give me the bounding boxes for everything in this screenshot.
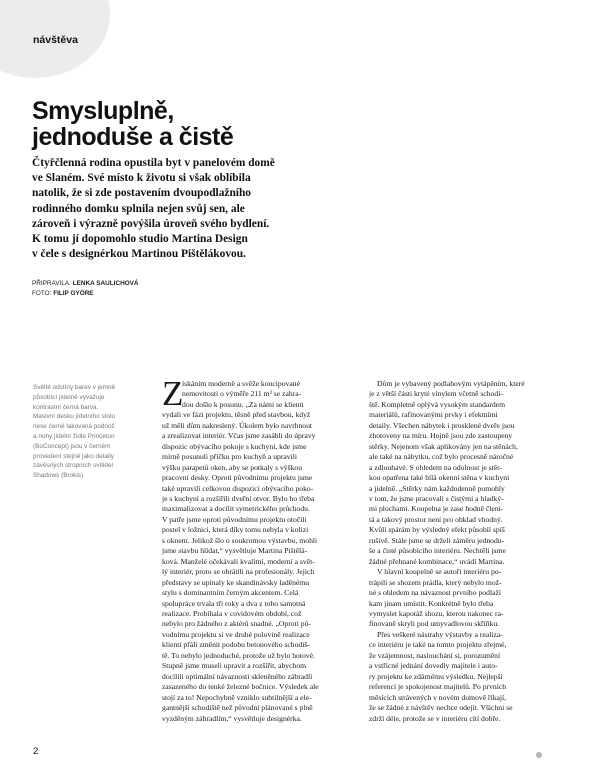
end-of-article-dot-icon [536,752,542,758]
body-line: už měli dům nakreslený. Úkolem bylo navrhnout [162,420,313,430]
lead-line: natolik, že si zde postavením dvoupodlažního [32,187,251,200]
body-line: představy se upínaly ke skandinávsky laděnému [162,577,310,587]
body-line: je s kuchyní a rozšířili dveřní otvor. Bylo ho třeba [162,493,315,503]
body-line: žádné přehnané kombinace,“ uvádí Martina. [369,556,505,566]
caption-line: (BoConcept) jsou v černém [33,442,111,450]
body-line: že vzájemnost, naslouchání si, porozumění [369,650,501,660]
body-line: a jídelně. „Stěrky nám každodenně pomohly [369,483,505,493]
body-line: postel v ložnici, která díky tomu nebyla v kolizi [162,525,309,535]
lead-line: zároveň i výrazně povýšila úroveň svého bydlení. [32,217,270,230]
caption-line: působící jídelně vyvažuje [33,393,105,401]
body-line: rušivě. Stále jsme se drželi záměru jednodu- [369,535,505,545]
body-line: jsme stavbu hlídat,“ vysvětluje Martina Pištělá- [162,546,308,556]
body-line: Dům je vybavený podlahovým vytápěním, které [377,379,525,388]
body-line: realizace. Probíhala v covidovém období, což [162,608,302,618]
body-line: ale také na nábytku, což bylo procesně náročné [369,452,514,462]
body-line: Stupně jsme museli upravit a rozšířit, abychom [162,661,307,671]
article-title [32,98,332,150]
body-line: gantnější schodiště než původní plánované s plně [162,703,313,713]
credit-photo-name: FILIP GYÖRE [53,289,94,297]
body-line: mírně posunuli příčku pro kuchyň a upravili [162,452,297,462]
caption-line: Masivní desku jídelního stolu [33,413,116,421]
body-line: lý interiér, proto se obrátili na profesionály. Jejich [162,567,315,577]
article-credits [32,279,139,298]
body-line: maximalizovat a docílit symetrického průchodu. [162,504,310,514]
body-line: še a čisté působícího interiéru. Nechtěli jsme [369,546,506,556]
body-line: stylu s dominantním černým akcentem. Celá [162,588,299,598]
body-line: materiálů, rafinovanými prvky i efektními [369,410,498,420]
body-line: ískáním moderně a svěže koncipované [182,379,300,388]
body-line: detaily. Všechen nábytek i prosklené dveře jsou [369,420,515,430]
lead-line: v čele s designérkou Martinou Pištělákovou. [32,248,246,261]
body-line: zasazeného do tenké železné bočnice. Výsledek ale [162,682,319,692]
body-line: dispozic obývacího pokoje s kuchyní, kde jsme [162,441,307,451]
drop-cap: Z [162,374,184,413]
page-number: 2 [33,746,39,757]
credit-author-name: LENKA SAULICHOVÁ [72,280,139,287]
article-lead [32,156,322,262]
caption-line: Shadows (Brokis). [33,472,85,480]
body-line: kam jinam umístit. Konkrétně bylo třeba [369,598,494,608]
body-line: dou došlo k posunu. „Za námi se klienti [182,399,304,409]
body-line: vodnímu projektu si ve druhé polovině realizace [162,629,310,639]
photo-caption [33,383,139,481]
body-line: s oknem. Jelikož šlo o soukromou výstavbu, mohli [162,535,318,545]
lead-line: Čtyřčlenná rodina opustila byt v panelovém domě [32,157,275,169]
credit-author [32,279,139,289]
body-line: je z větší části kryté vinylem včetně schodi- [369,389,503,399]
body-line: referencí je spokojenost majitelů. Po prvních [369,682,507,692]
title-line: jednoduše a čistě [32,123,234,151]
body-line: spolupráce trvala tři roky a dva z toho samotná [162,598,306,608]
caption-line: závěsných stropních svítidel [33,462,113,470]
body-line: měsících strávených v novém domově říkají, [369,692,507,702]
body-line: docílili optimální návaznosti skleněného zábradlí [162,671,313,681]
body-line: stěrky. Nejenom však aplikovány jen na stěnách, [369,441,518,451]
body-line: nemovitosti o výměře 211 m² se zahra- [182,389,302,399]
body-line: výšku parapetů oken, aby se potkaly s výškou [162,462,303,472]
body-line: mi plochami. Koupelna je zase hodně členi- [369,504,504,514]
body-line: a vstřícné jednání dovedly majitele i auto- [369,661,498,671]
credit-photo [32,289,139,299]
lead-line: rodinného domku splnila nejen svůj sen, ale [32,202,245,215]
body-line: trápili se shozem prádla, který nebylo mož- [369,577,502,587]
caption-line: Světlé odstíny barev v jemně [33,384,116,391]
body-line: vydali ve fázi projektu, těsně před stavbou, když [162,410,311,420]
body-line: tá a takový prostor není pro obklad vhodný. [369,514,503,524]
body-line: Kvůli spárám by výsledný efekt působil spíš [369,525,505,535]
body-line: né s ohledem na návaznost prvního podlaží [369,588,501,598]
body-line: kou opatřena také bílá okenní stěna v kuchyni [369,473,510,483]
body-column-left [162,374,345,724]
body-line: ková. Manželé očekávali kvalitní, moderní a svět- [162,556,315,566]
body-line: V hlavní koupelně se autoři interiéru po- [377,567,502,577]
body-line: V patře jsme oproti původnímu projektu otočili [162,514,307,524]
body-line: vyzděným zábradlím,“ vysvětluje designérka. [162,713,302,723]
title-line: Smysluplně, [32,97,174,125]
credit-photo-label: FOTO: [32,289,52,297]
body-line: že se žádné z návštěv nechce odejít. Všichni se [369,703,513,713]
body-column-right [369,379,552,724]
body-line: ry projektu ke zdárnému výsledku. Nejlepší [369,671,503,681]
caption-line: provedení stejně jako detaily [33,452,115,460]
lead-line: K tomu jí dopomohlo studio Martina Design [32,233,248,246]
body-line: klienti přáli změnit podobu betonového schodiš- [162,640,310,650]
body-line: ce interiéru je také na tomto projektu zřejmé, [369,640,507,650]
body-line: zhotoveny na míru. Hojně jsou zde zastoupeny [369,431,513,441]
credit-author-label: PŘIPRAVILA: [32,280,71,287]
lead-line: ve Slaném. Své místo k životu si však oblíbila [32,172,251,185]
body-line: vymyslet kapotáž shozu, kterou nakonec ra- [369,608,504,618]
body-line: a zrealizovat interiér. Včas jsme zasáhli do úpravy [162,431,316,441]
body-line: Přes veškeré nástrahy výstavby a realiza- [377,629,503,639]
body-line: ště. Kompletně oplývá vysokým standardem [369,399,506,409]
caption-line: a nohy jídelní židle Princeton [33,432,115,440]
caption-line: kontrastní černá barva. [33,403,99,411]
body-line: stojí za to! Nepochybně vzniklo subtilnější a ele- [162,692,312,702]
body-line: tě. To nebylo jednoduché, protože už bylo hotové. [162,650,315,660]
body-line: pracovní desky. Oproti původnímu projektu jsme [162,473,313,483]
body-line: nebylo pro žádného z aktérů snadné. „Oproti pů- [162,619,311,629]
section-label: návštěva [33,34,78,46]
body-line: zdrží déle, protože se v interiéru cítí dobře. [369,713,501,723]
body-line: v tom, že jsme pracovali s čistými a hladký- [369,493,504,503]
caption-line: nese černě lakovaná podnož [33,423,115,431]
body-line: a zdlouhavé. S ohledem na odolnost je stěr- [369,462,503,472]
body-line: také upravili celkovou dispozici obývacího poko- [162,483,314,493]
body-line: finovaně skryli pod umyvadlovou skříňku. [369,619,500,629]
